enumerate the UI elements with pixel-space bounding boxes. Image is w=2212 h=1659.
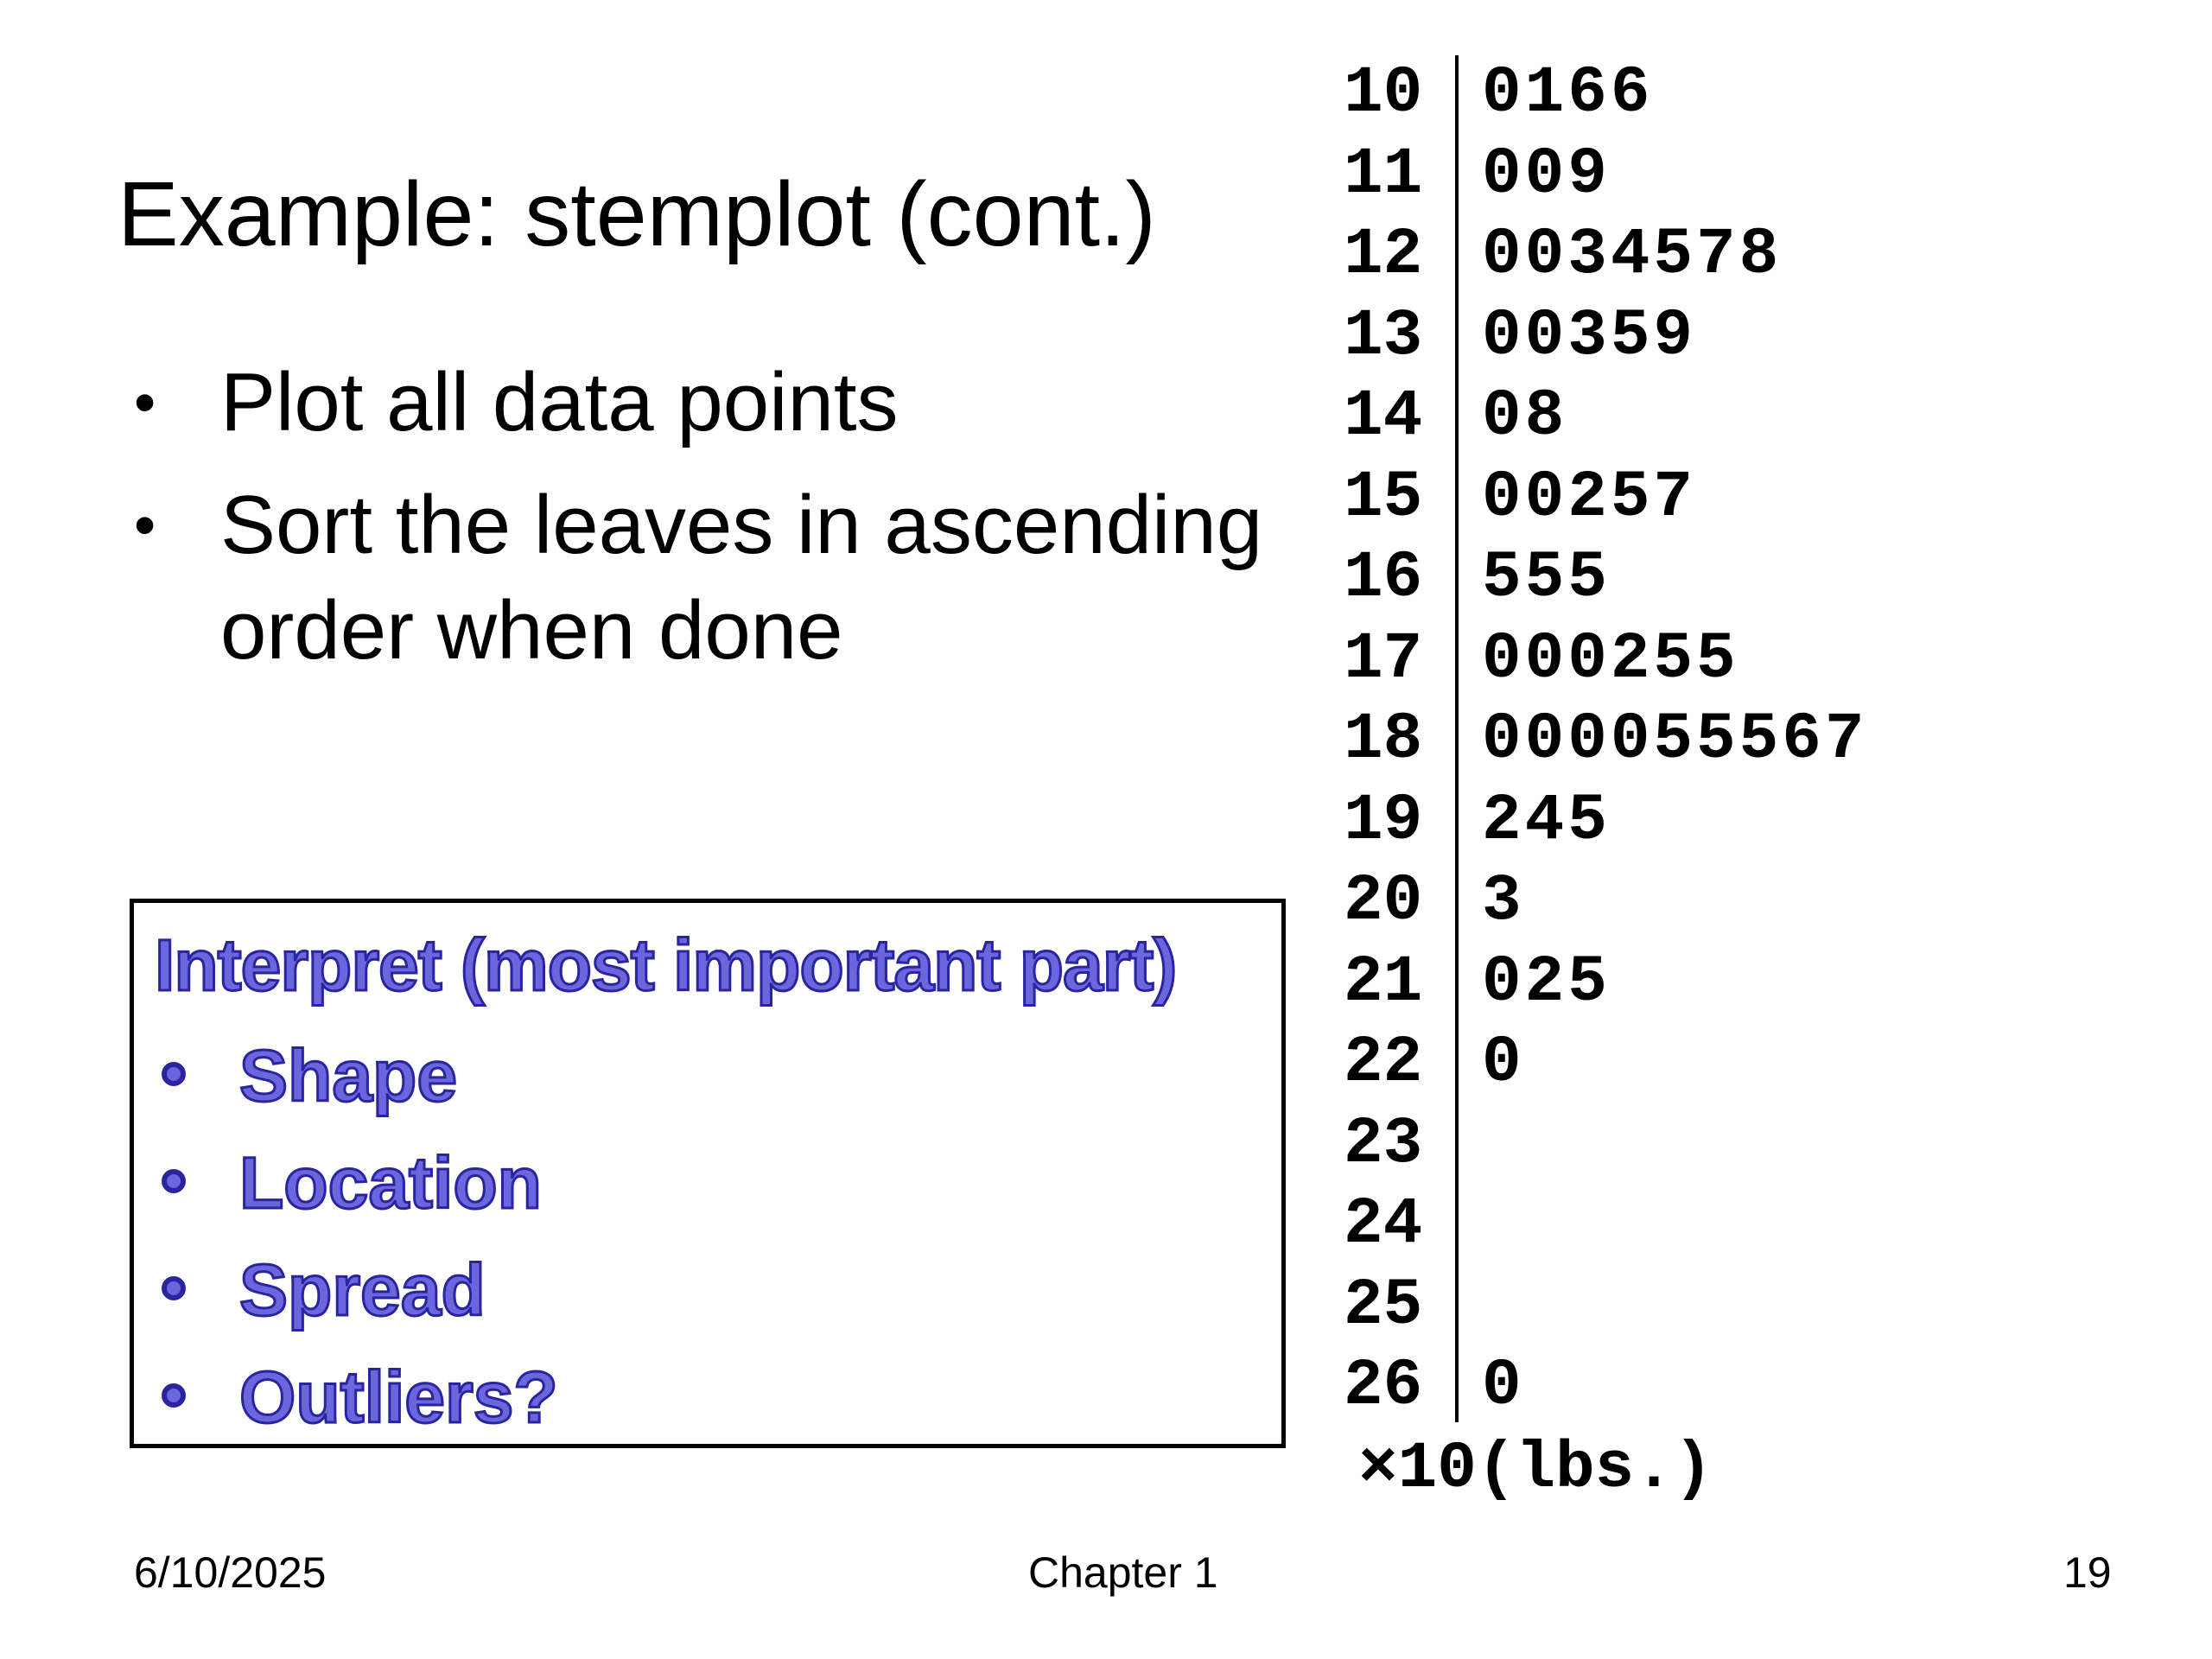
stem-value: 21 <box>1344 944 1423 1020</box>
bullet-list <box>134 350 1283 701</box>
stem-row <box>1344 296 1948 378</box>
stem-row <box>1344 861 1948 943</box>
stem-value: 16 <box>1344 541 1423 615</box>
stem-value: 26 <box>1344 1349 1423 1423</box>
stem-value: 25 <box>1344 1268 1423 1343</box>
interpret-heading: Interpret (most important part) <box>155 925 1177 1006</box>
leaf-values: 0034578 <box>1482 218 1783 292</box>
ring-bullet-icon <box>162 1062 186 1086</box>
interpret-item-location <box>155 1129 558 1236</box>
stem-row <box>1344 538 1948 620</box>
leaf-values: 000255 <box>1482 621 1739 696</box>
interpret-item-outliers <box>155 1344 558 1451</box>
stem-divider-line <box>1455 55 1459 1422</box>
interpret-item-label: Outliers? <box>239 1357 558 1438</box>
bullet-item <box>134 350 1283 455</box>
bullet-text: Plot all data points <box>220 356 899 448</box>
leaf-values: 0166 <box>1482 56 1654 130</box>
stem-row <box>1344 1104 1948 1185</box>
stem-value: 17 <box>1344 621 1423 696</box>
leaf-values: 08 <box>1482 379 1568 454</box>
leaf-values: 025 <box>1482 944 1611 1020</box>
ring-bullet-icon <box>162 1383 186 1408</box>
leaf-values: 000055567 <box>1482 702 1868 777</box>
stem-value: 12 <box>1344 218 1423 292</box>
footer-chapter: Chapter 1 <box>1028 1548 1218 1597</box>
leaf-values: 00257 <box>1482 460 1697 535</box>
bullet-dot: • <box>134 491 156 560</box>
stem-row <box>1344 781 1948 862</box>
stemplot-unit: ×10(lbs.) <box>1358 1432 1713 1506</box>
stem-row <box>1344 54 1948 135</box>
interpret-list <box>155 1022 558 1451</box>
interpret-box <box>130 899 1286 1448</box>
interpret-item-shape <box>155 1022 558 1129</box>
footer-date: 6/10/2025 <box>134 1548 327 1597</box>
stem-value: 15 <box>1344 460 1423 535</box>
stem-value: 13 <box>1344 298 1423 373</box>
leaf-values: 245 <box>1482 783 1611 858</box>
stem-value: 11 <box>1344 137 1423 212</box>
stem-row <box>1344 458 1948 539</box>
stem-value: 19 <box>1344 783 1423 858</box>
stem-value: 22 <box>1344 1026 1423 1100</box>
stem-value: 20 <box>1344 864 1423 938</box>
stem-row <box>1344 1266 1948 1347</box>
stem-row <box>1344 943 1948 1024</box>
bullet-text: Sort the leaves in ascending order when done <box>220 479 1263 677</box>
leaf-values: 555 <box>1482 541 1611 615</box>
stem-row <box>1344 1023 1948 1104</box>
leaf-values: 3 <box>1482 864 1525 938</box>
stem-row <box>1344 700 1948 781</box>
interpret-item-label: Shape <box>239 1035 458 1116</box>
interpret-item-spread <box>155 1236 558 1344</box>
stem-row <box>1344 135 1948 216</box>
stem-row <box>1344 620 1948 701</box>
stem-row <box>1344 1346 1948 1427</box>
bullet-dot: • <box>134 368 156 437</box>
stem-value: 10 <box>1344 56 1423 130</box>
leaf-values: 0 <box>1482 1349 1525 1423</box>
footer-page-number: 19 <box>2063 1548 2112 1597</box>
ring-bullet-icon <box>162 1276 186 1300</box>
ring-bullet-icon <box>162 1169 186 1193</box>
leaf-values: 009 <box>1482 137 1611 212</box>
leaf-values: 00359 <box>1482 298 1697 373</box>
stem-row <box>1344 1185 1948 1266</box>
interpret-item-label: Location <box>239 1142 542 1224</box>
leaf-values: 0 <box>1482 1026 1525 1100</box>
stem-value: 18 <box>1344 702 1423 777</box>
interpret-item-label: Spread <box>239 1249 486 1331</box>
stemplot <box>1344 54 1948 1427</box>
slide-title: Example: stemplot (cont.) <box>118 163 1156 265</box>
bullet-item <box>134 473 1283 683</box>
stem-value: 14 <box>1344 379 1423 454</box>
stem-value: 23 <box>1344 1106 1423 1181</box>
stem-row <box>1344 215 1948 296</box>
stem-row <box>1344 377 1948 458</box>
stem-value: 24 <box>1344 1187 1423 1262</box>
